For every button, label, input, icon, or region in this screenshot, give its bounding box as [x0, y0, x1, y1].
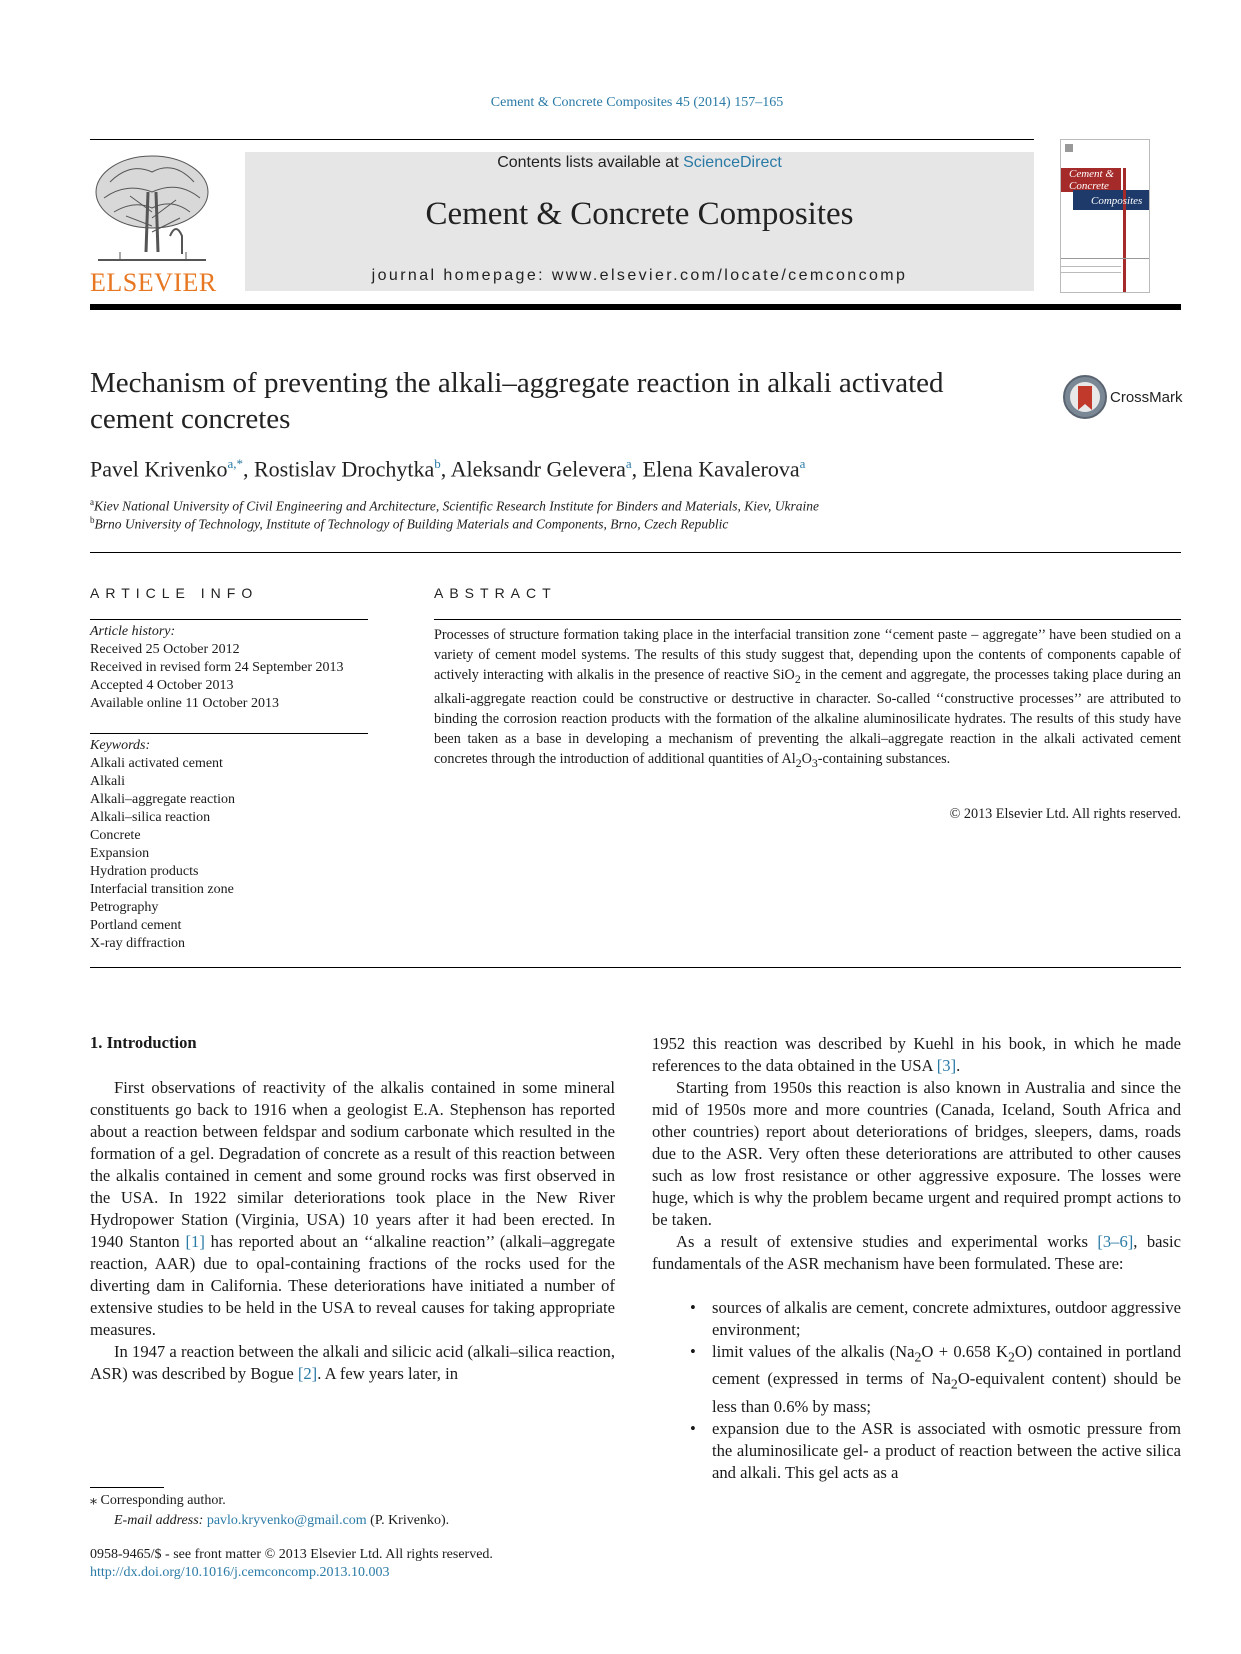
crossmark-label[interactable]: CrossMark [1110, 389, 1183, 406]
footnote-email [90, 1511, 610, 1531]
author-separator: , [631, 456, 643, 482]
keyword-item: Expansion [90, 846, 150, 861]
body-column-right [652, 1033, 1181, 1484]
keywords-label: Keywords: [90, 738, 151, 753]
header-rule [90, 139, 1034, 140]
keywords-rule [90, 733, 368, 734]
abstract-rule [434, 619, 1181, 620]
subscript: 2 [794, 671, 801, 686]
email-link[interactable]: pavlo.kryvenko@gmail.com [206, 1513, 367, 1528]
cover-title-line-3: Composites [1091, 195, 1143, 207]
reference-link[interactable]: [3–6] [1097, 1232, 1134, 1251]
paragraph-text: In 1947 a reaction between the alkali and silicic acid (alkali–silica reaction, ASR) was described by Bogue [90, 1342, 615, 1383]
paragraph-text: has reported about an ‘‘alkaline reaction’’ (alkali–aggregate reaction, AAR) due to opal-containing fractions of the rocks used for the diverting dam in California. These deteriorations have initiated a number of extensive studies to be held in the USA to reveal causes for taking appropriate measures. [90, 1232, 615, 1339]
paragraph-text: First observations of reactivity of the alkalis contained in some mineral constituents go back to 1916 when a geologist E.A. Stephenson has reported about a reaction between feldspar and sodium carbonate which resulted in the formation of a gel. Degradation of concrete as a result of this reaction between the alkalis contained in cement and some ground rocks was first observed in the USA. In 1922 similar deteriorations took place in the New River Hydropower Station (Virginia, USA) 10 years after it had been erected. In 1940 Stanton [90, 1078, 615, 1251]
reference-link[interactable]: [2] [297, 1364, 318, 1383]
paragraph [90, 1077, 615, 1341]
article-title: Mechanism of preventing the alkali–aggregate reaction in alkali activated cement concretes [90, 367, 944, 435]
history-item: Received in revised form 24 September 2013 [90, 660, 344, 675]
email-suffix: (P. Krivenko). [366, 1513, 450, 1528]
author-name: Rostislav Drochytka [254, 456, 435, 482]
keyword-item: Alkali–aggregate reaction [90, 792, 235, 807]
reference-link[interactable]: [1] [185, 1232, 205, 1251]
section-heading-introduction: 1. Introduction [90, 1033, 197, 1052]
footnote-rule [90, 1487, 164, 1488]
list-item [652, 1341, 1181, 1418]
section-rule [90, 967, 1181, 968]
author-name: Aleksandr Gelevera [450, 456, 626, 482]
history-item: Available online 11 October 2013 [90, 696, 279, 711]
journal-cover-thumbnail [1060, 139, 1150, 293]
journal-homepage[interactable]: journal homepage: www.elsevier.com/locate/cemconcomp [371, 267, 908, 284]
keyword-item: Petrography [90, 900, 159, 915]
author-separator: , [243, 456, 254, 482]
section-rule [90, 552, 1181, 553]
keyword-item: Interfacial transition zone [90, 882, 234, 897]
footnote-corresponding [90, 1491, 610, 1511]
contents-line [245, 154, 1034, 172]
paragraph-text: . [956, 1056, 961, 1075]
list-item: • expansion due to the ASR is associated with osmotic pressure from the aluminosilicate gel- a product of reaction between the active silica and alkali. This gel acts as a [652, 1418, 1181, 1484]
footnote-label: Corresponding author. [100, 1493, 226, 1508]
cover-title-line-1: Cement & [1069, 168, 1114, 180]
email-label: E-mail address: [114, 1513, 207, 1528]
history-label: Article history: [90, 624, 176, 639]
publisher-name: ELSEVIER [90, 268, 217, 297]
footnote-mark: ⁎ [90, 1493, 97, 1508]
abstract-text [434, 625, 1181, 773]
history-item: Accepted 4 October 2013 [90, 678, 234, 693]
issn-line: 0958-9465/$ - see front matter © 2013 Elsevier Ltd. All rights reserved. [90, 1547, 493, 1562]
crossmark-icon [1062, 374, 1108, 420]
keyword-item: Alkali [90, 774, 125, 789]
sciencedirect-link[interactable]: ScienceDirect [683, 154, 782, 171]
affiliation-a [90, 497, 819, 515]
reference-link[interactable]: [3] [936, 1056, 957, 1075]
footnote [90, 1491, 610, 1531]
author-separator: , [440, 456, 451, 482]
asr-fundamentals-list [652, 1297, 1181, 1484]
author-affiliation-mark[interactable]: a [799, 456, 806, 471]
abstract-copyright: © 2013 Elsevier Ltd. All rights reserved. [949, 806, 1181, 822]
header-thick-rule [90, 304, 1181, 310]
journal-title: Cement & Concrete Composites [425, 196, 854, 232]
paragraph [652, 1033, 1181, 1077]
keyword-item: Alkali activated cement [90, 756, 223, 771]
affiliation-mark: b [90, 515, 95, 525]
doi-link[interactable]: http://dx.doi.org/10.1016/j.cemconcomp.2013.10.003 [90, 1565, 390, 1580]
paragraph-text: As a result of extensive studies and experimental works [676, 1232, 1098, 1251]
body-column-left [90, 1077, 615, 1385]
author-affiliation-mark[interactable]: a [625, 456, 632, 471]
list-item-text: O-equivalent content) should be less than 0.6% by mass; [712, 1369, 1181, 1416]
article-history [90, 623, 390, 713]
author-affiliation-mark[interactable]: b [434, 456, 441, 471]
keyword-item: Hydration products [90, 864, 199, 879]
article-info-heading: ARTICLE INFO [90, 585, 259, 601]
keyword-item: Alkali–silica reaction [90, 810, 211, 825]
abstract-text-part: in the cement and aggregate, the processes taking place during an alkali-aggregate reaction could be constructive or destructive in character. So-called ‘‘constructive processes’’ are attributed to binding the corrosion reaction products with the formation of the alkaline aluminosilicate hydrates. The results of this study have been taken as a base in developing a mechanism of preventing the alkali–aggregate reaction in the alkali activated cement concretes through the introduction of additional quantities of Al [434, 667, 1181, 767]
paragraph-text: 1952 this reaction was described by Kuehl in his book, in which he made references to the data obtained in the USA [652, 1034, 1181, 1075]
author-name: Pavel Krivenko [90, 456, 228, 482]
author-affiliation-mark[interactable]: a,* [227, 456, 243, 471]
subscript: 2 [795, 755, 802, 770]
keyword-item: X-ray diffraction [90, 936, 185, 951]
affiliation-mark: a [90, 497, 94, 507]
abstract-text-part: -containing substances. [817, 750, 951, 767]
article-info-rule [90, 619, 368, 620]
list-item-text: O + 0.658 K [921, 1342, 1008, 1361]
history-item: Received 25 October 2012 [90, 642, 240, 657]
abstract-text-part: Processes of structure formation taking place in the interfacial transition zone ‘‘cement paste – aggregate’’ have been studied on a variety of cement model systems. The results of this study suggest that, depending upon the contents of components capable of actively interacting with alkalis in the presence of reactive SiO [434, 627, 1181, 683]
keyword-item: Concrete [90, 828, 141, 843]
affiliation-b [90, 515, 728, 533]
affiliation-text: Brno University of Technology, Institute of Technology of Building Materials and Components, Brno, Czech Republic [94, 516, 729, 532]
list-item-text: O) contained in portland cement (expressed in terms of Na [712, 1342, 1181, 1389]
paragraph-text: . A few years later, in [317, 1364, 459, 1383]
abstract-text-part: O [801, 750, 812, 767]
paragraph-text: , basic fundamentals of the ASR mechanism have been formulated. These are: [652, 1232, 1181, 1273]
affiliation-text: Kiev National University of Civil Engineering and Architecture, Scientific Research Institute for Binders and Materials, Kiev, Ukraine [94, 498, 819, 514]
subscript: 2 [914, 1349, 922, 1365]
subscript: 2 [1007, 1349, 1015, 1365]
page-footer [90, 1546, 690, 1582]
list-item-text: limit values of the alkalis (Na [712, 1342, 915, 1361]
keywords-list [90, 737, 390, 953]
paragraph: Starting from 1950s this reaction is also known in Australia and since the mid of 1950s more and more countries (Canada, Iceland, South Africa and other countries) report about deteriorations of bridges, sleepers, dams, roads due to the ASR. Very often these deteriorations are attributed to other causes such as low frost resistance or other aggressive exposure. The losses were huge, which is why the problem became urgent and required prompt actions to be taken. [652, 1078, 1181, 1229]
contents-prefix: Contents lists available at [497, 154, 684, 171]
paragraph [90, 1341, 615, 1385]
cover-title-line-2: Concrete [1069, 180, 1109, 192]
journal-citation[interactable]: Cement & Concrete Composites 45 (2014) 157–165 [490, 95, 784, 110]
author-name: Elena Kavalerova [642, 456, 800, 482]
abstract-heading: ABSTRACT [434, 585, 557, 601]
journal-banner [245, 152, 1034, 291]
keyword-item: Portland cement [90, 918, 182, 933]
tree-icon [90, 152, 214, 270]
list-item: • sources of alkalis are cement, concrete admixtures, outdoor aggressive environment; [652, 1297, 1181, 1341]
subscript: 3 [811, 755, 818, 770]
author-list [90, 456, 805, 482]
paragraph [652, 1231, 1181, 1275]
subscript: 2 [950, 1376, 958, 1392]
